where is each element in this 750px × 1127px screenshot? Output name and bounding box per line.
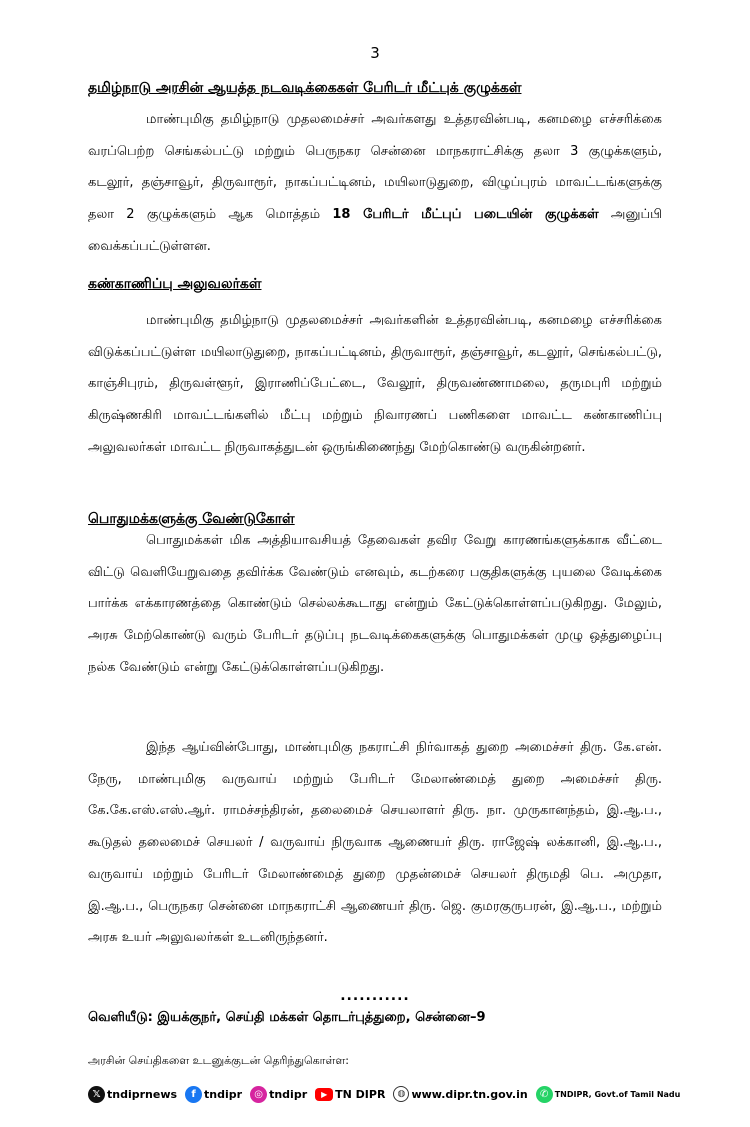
globe-icon: ◍	[393, 1086, 409, 1102]
social-facebook-label: tndipr	[204, 1087, 243, 1101]
facebook-icon: f	[185, 1086, 202, 1103]
page-number: 3	[370, 44, 380, 62]
social-instagram-label: tndipr	[269, 1087, 308, 1101]
social-x-label: tndiprnews	[107, 1087, 178, 1101]
separator-dots: ...........	[340, 988, 410, 1004]
youtube-icon: ▶	[315, 1088, 333, 1101]
social-whatsapp-label: TNDIPR, Govt.of Tamil Nadu	[554, 1089, 681, 1099]
paragraph-disaster-teams-text: மாண்புமிகு தமிழ்நாடு முதலமைச்சர் அவர்களது உத்தரவின்படி, கனமழை எச்சரிக்கை வரப்பெற்ற செங்கல்பட்டு மற்றும் பெருநகர சென்னை மாநகராட்சிக்கு தலா 3 குழுக்களும், கடலூர், தஞ்சாவூர், திருவாரூர், நாகப்பட்டினம், மயிலாடுதுறை, விழுப்புரம் மாவட்டங்களுக்கு தலா 2 குழுக்களும் ஆக மொத்தம்	[88, 112, 662, 223]
paragraph-public-appeal: பொதுமக்கள் மிக அத்தியாவசியத் தேவைகள் தவிர வேறு காரணங்களுக்காக வீட்டை விட்டு வெளியேறுவதை தவிர்க்க வேண்டும் எனவும், கடற்கரை பகுதிகளுக்கு புயலை வேடிக்கை பார்க்க எக்காரணத்தை கொண்டும் செல்லக்கூடாது என்றும் கேட்டுக்கொள்ளப்படுகிறது. மேலும், அரசு மேற்கொண்டு வரும் பேரிடர் தடுப்பு நடவடிக்கைகளுக்கு பொதுமக்கள் முழு ஒத்துழைப்பு நல்க வேண்டும் என்று கேட்டுக்கொள்ளப்படுகிறது.	[88, 533, 662, 675]
paragraph-disaster-teams-bold: 18 பேரிடர் மீட்புப் படையின் குழுக்கள்	[332, 207, 599, 223]
instagram-icon: ◎	[250, 1086, 267, 1103]
follow-text: அரசின் செய்திகளை உடனுக்குடன் தெரிந்துகொள்ள:	[88, 1054, 349, 1067]
social-youtube-label: TN DIPR	[335, 1087, 386, 1101]
social-instagram[interactable]	[250, 1086, 307, 1103]
whatsapp-icon: ✆	[536, 1086, 553, 1103]
heading-disaster-teams: தமிழ்நாடு அரசின் ஆயத்த நடவடிக்கைகள் பேரிடர் மீட்புக் குழுக்கள்	[88, 80, 522, 96]
social-website-label: www.dipr.tn.gov.in	[411, 1087, 528, 1101]
release-line: வெளியீடு: இயக்குநர், செய்தி மக்கள் தொடர்புத்துறை, சென்னை–9	[88, 1010, 486, 1025]
heading-public-appeal: பொதுமக்களுக்கு வேண்டுகோள்	[88, 511, 295, 527]
paragraph-disaster-teams	[88, 104, 662, 263]
paragraph-monitoring-officers: மாண்புமிகு தமிழ்நாடு முதலமைச்சர் அவர்களின் உத்தரவின்படி, கனமழை எச்சரிக்கை விடுக்கப்பட்டுள்ள மயிலாடுதுறை, நாகப்பட்டினம், திருவாரூர், தஞ்சாவூர், கடலூர், செங்கல்பட்டு, காஞ்சிபுரம், திருவள்ளூர், இராணிப்பேட்டை, வேலூர், திருவண்ணாமலை, தருமபுரி மற்றும் கிருஷ்ணகிரி மாவட்டங்களில் மீட்பு மற்றும் நிவாரணப் பணிகளை மாவட்ட கண்காணிப்பு அலுவலர்கள் மாவட்ட நிருவாகத்துடன் ஒருங்கிணைந்து மேற்கொண்டு வருகின்றனர்.	[88, 313, 662, 455]
paragraph-disaster-teams-end: அனுப்பி வைக்கப்பட்டுள்ளன.	[88, 207, 662, 254]
social-whatsapp[interactable]	[536, 1086, 681, 1103]
social-x[interactable]	[88, 1086, 177, 1103]
x-icon: 𝕏	[88, 1086, 105, 1103]
paragraph-attendees: இந்த ஆய்வின்போது, மாண்புமிகு நகராட்சி நிர்வாகத் துறை அமைச்சர் திரு. கே.என். நேரு, மாண்புமிகு வருவாய் மற்றும் பேரிடர் மேலாண்மைத் துறை அமைச்சர் திரு. கே.கே.எஸ்.எஸ்.ஆர். ராமச்சந்திரன், தலைமைச் செயலாளர் திரு. நா. முருகானந்தம், இ.ஆ.ப., கூடுதல் தலைமைச் செயலர் / வருவாய் நிருவாக ஆணையர் திரு. ராஜேஷ் லக்கானி, இ.ஆ.ப., வருவாய் மற்றும் பேரிடர் மேலாண்மைத் துறை முதன்மைச் செயலர் திருமதி பெ. அமுதா, இ.ஆ.ப., பெருநகர சென்னை மாநகராட்சி ஆணையர் திரு. ஜெ. குமரகுருபரன், இ.ஆ.ப., மற்றும் அரசு உயர் அலுவலர்கள் உடனிருந்தனர்.	[88, 740, 662, 946]
social-links-bar	[88, 1083, 681, 1105]
social-website[interactable]	[393, 1086, 527, 1102]
heading-monitoring-officers: கண்காணிப்பு அலுவலர்கள்	[88, 276, 262, 292]
social-facebook[interactable]	[185, 1086, 242, 1103]
social-youtube[interactable]	[315, 1088, 385, 1101]
